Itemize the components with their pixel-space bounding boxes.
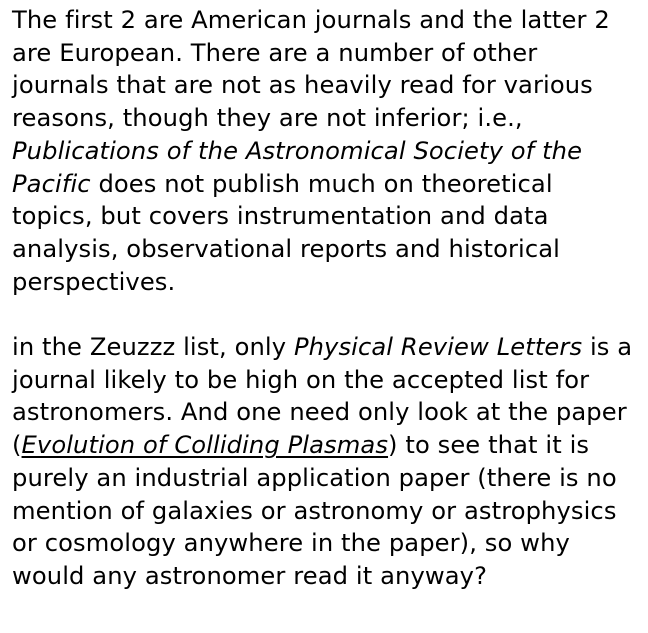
paragraph-journals xyxy=(12,4,638,298)
paragraph-2-text-c: ) to see that it is purely an industrial application paper (there is no mention of galaxies or astronomy or astrophysics or cosmology anywhere in the paper), so why would any astronomer read it anyway? xyxy=(12,431,617,590)
paragraph-zeuzzz xyxy=(12,331,638,593)
paragraph-1-text-b: does not publish much on theoretical topics, but covers instrumentation and data analysis, observational reports and historical perspectives. xyxy=(12,169,560,296)
journal-title-pasp: Publications of the Astronomical Society of the Pacific xyxy=(12,136,583,198)
paragraph-1-text-a: The first 2 are American journals and the latter 2 are European. There are a number of other journals that are not as heavily read for various reasons, though they are not inferior; i.e., xyxy=(12,6,610,133)
paper-link-title: Evolution of Colliding Plasmas xyxy=(21,431,389,460)
journal-title-prl: Physical Review Letters xyxy=(293,333,583,362)
paragraph-2-text-b: is a journal likely to be high on the accepted list for astronomers. And one need only look at the paper ( xyxy=(12,333,633,460)
paragraph-2-text-a: in the Zeuzzz list, only xyxy=(12,333,294,362)
paper-link[interactable] xyxy=(22,431,388,459)
